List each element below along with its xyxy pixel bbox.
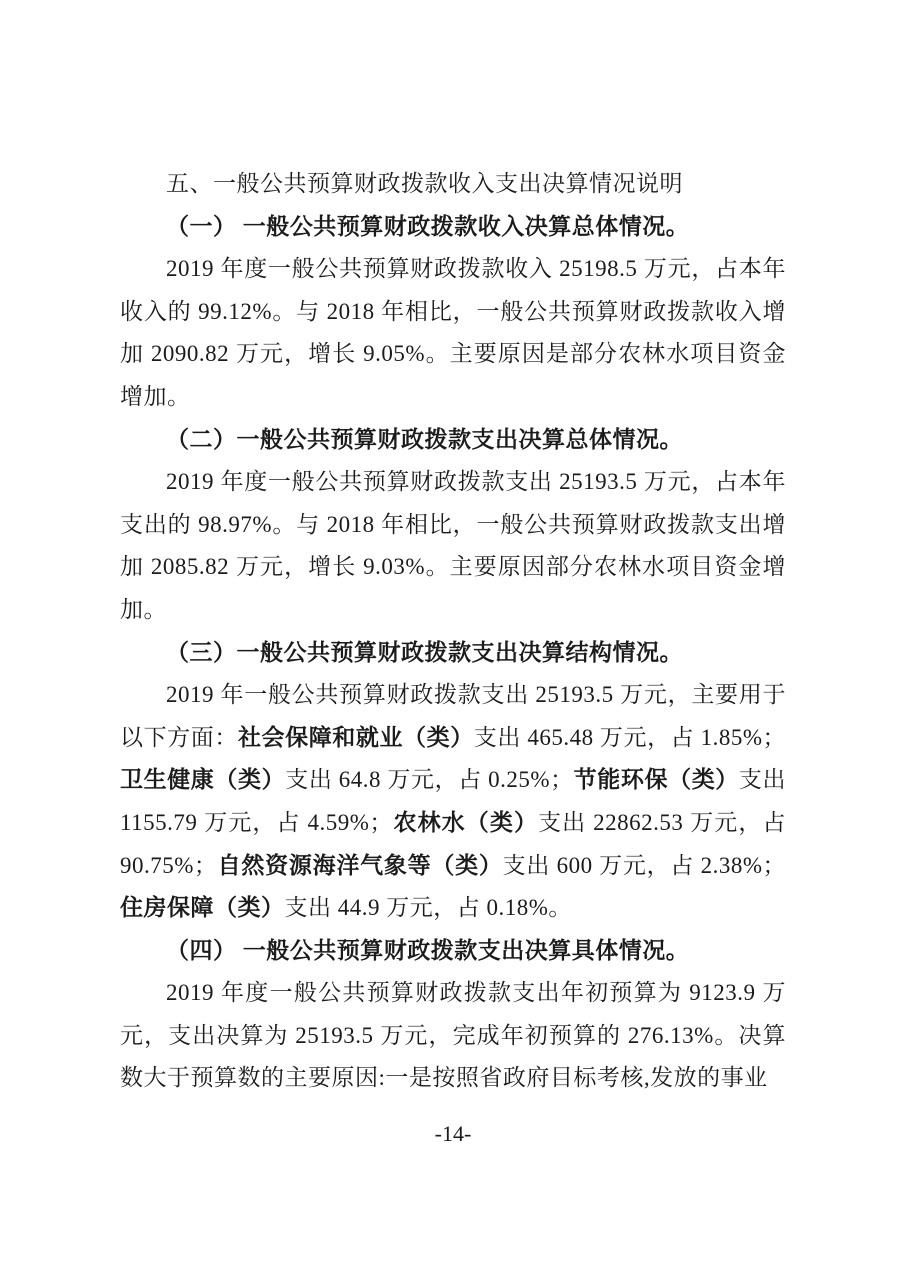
subsection-2-paragraph: 2019 年度一般公共预算财政拨款支出 25193.5 万元，占本年支出的 98.97%。与 2018 年相比，一般公共预算财政拨款支出增加 2085.82 万元，增长 9.03%。主要原因部分农林水项目资金增加。 xyxy=(120,469,786,622)
category-natural-resources-detail: 支出 600 万元，占 2.38%； xyxy=(502,852,786,878)
category-agriculture-forestry-water-label: 农林水（类） xyxy=(392,809,539,835)
section-title: 五、一般公共预算财政拨款收入支出决算情况说明 xyxy=(166,171,683,196)
subsection-4-heading: （四） 一般公共预算财政拨款支出决算具体情况。 xyxy=(166,937,690,963)
category-energy-conservation-detail: 支出 1155.79 万元，占 4.59%； xyxy=(120,767,787,835)
category-health-detail: 支出 64.8 万元，占 0.25%； xyxy=(285,767,574,793)
subsection-3-paragraph xyxy=(120,674,786,930)
subsection-4-paragraph: 2019 年度一般公共预算财政拨款支出年初预算为 9123.9 万元，支出决算为 25193.5 万元，完成年初预算的 276.13%。决算数大于预算数的主要原因:一是按照省政府目标考核,发放的事业 xyxy=(120,980,786,1091)
category-agriculture-forestry-water-detail: 支出 22862.53 万元，占 90.75%； xyxy=(120,809,787,878)
category-housing-security-label: 住房保障（类） xyxy=(120,895,285,921)
subsection-2-heading: （二）一般公共预算财政拨款支出决算总体情况。 xyxy=(166,426,683,452)
category-social-security-detail: 支出 465.48 万元，占 1.85%； xyxy=(473,724,787,750)
category-health-label: 卫生健康（类） xyxy=(120,767,286,793)
category-housing-security-detail: 支出 44.9 万元，占 0.18%。 xyxy=(284,895,572,921)
expenditure-structure-intro: 2019 年一般公共预算财政拨款支出 25193.5 万元，主要用于以下方面： xyxy=(120,682,786,750)
category-social-security-label: 社会保障和就业（类） xyxy=(237,724,474,750)
category-energy-conservation-label: 节能环保（类） xyxy=(573,767,739,793)
page-number: -14- xyxy=(434,1121,472,1146)
document-content xyxy=(120,163,786,1100)
category-natural-resources-label: 自然资源海洋气象等（类） xyxy=(217,852,503,878)
subsection-3-heading: （三）一般公共预算财政拨款支出决算结构情况。 xyxy=(166,639,683,665)
subsection-1-heading: （一） 一般公共预算财政拨款收入决算总体情况。 xyxy=(166,213,690,239)
subsection-1-paragraph: 2019 年度一般公共预算财政拨款收入 25198.5 万元，占本年收入的 99.12%。与 2018 年相比，一般公共预算财政拨款收入增加 2090.82 万元，增长 9.05%。主要原因是部分农林水项目资金增加。 xyxy=(120,256,786,409)
